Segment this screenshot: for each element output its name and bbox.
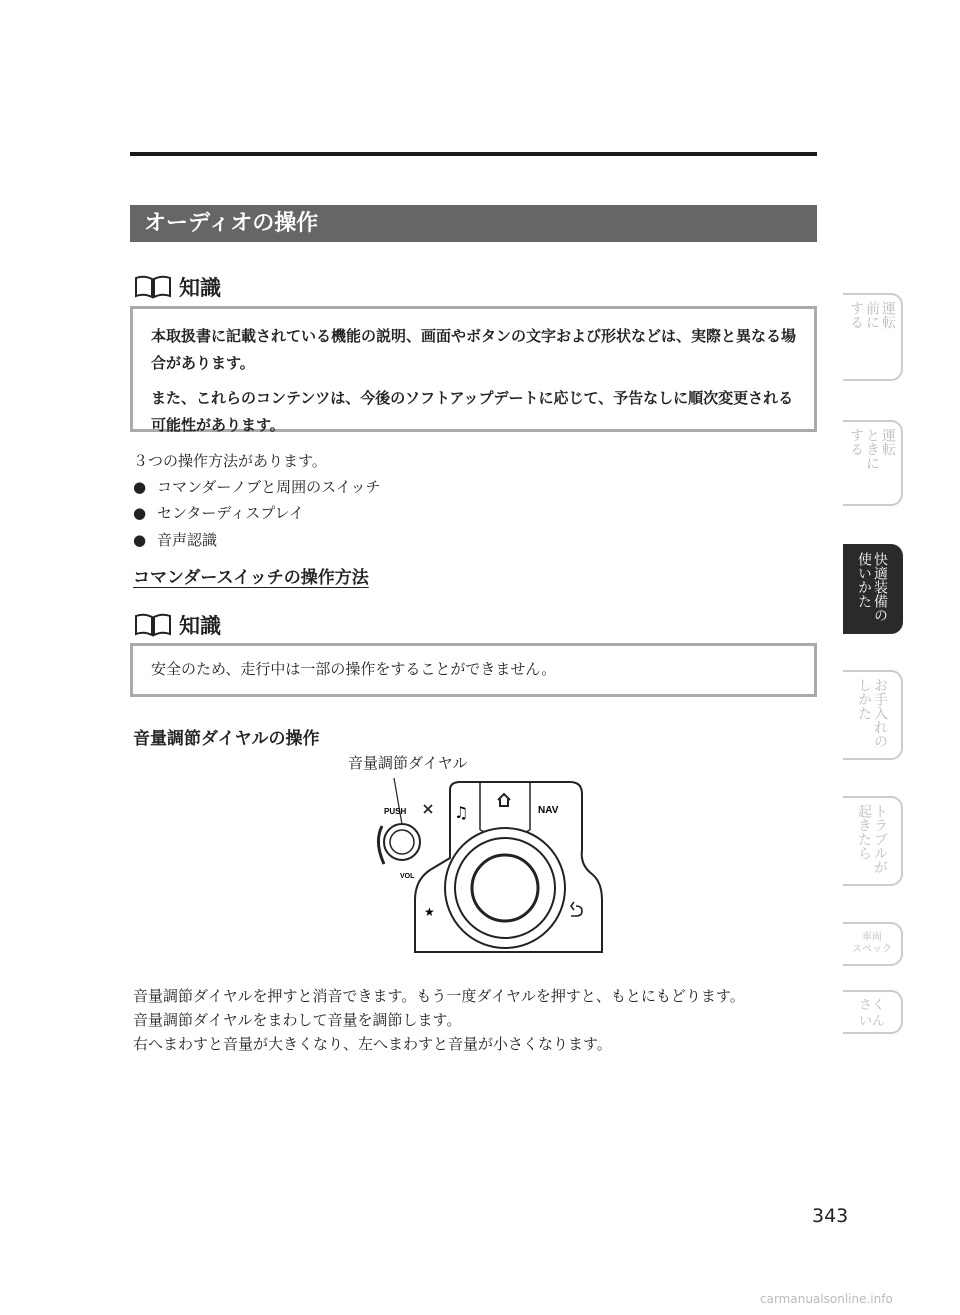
mute-icon — [424, 805, 432, 813]
description-line: 音量調節ダイヤルをまわして音量を調節します。 — [133, 1011, 462, 1029]
footer-watermark: carmanualsonline.info — [760, 1292, 893, 1306]
tab-index[interactable]: さく いん — [843, 990, 903, 1034]
knowledge-heading-1 — [133, 272, 221, 302]
top-rule — [130, 152, 817, 156]
description-line: 音量調節ダイヤルを押すと消音できます。もう一度ダイヤルを押すと、もとにもどります。 — [133, 987, 745, 1005]
callout-label: 音量調節ダイヤル — [348, 754, 468, 772]
tab-maintenance[interactable]: お手入れの しかた — [843, 670, 903, 760]
tab-while-driving[interactable]: 運転 ときに する — [843, 420, 903, 506]
note-paragraph: 安全のため、走行中は一部の操作をすることができません。 — [151, 660, 557, 678]
commander-heading: コマンダースイッチの操作方法 — [133, 568, 369, 588]
section-title: オーディオの操作 — [130, 205, 817, 242]
favorite-icon: ★ — [424, 905, 435, 919]
vol-label: VOL — [400, 873, 415, 880]
knowledge-heading-2 — [133, 610, 221, 640]
note-paragraph: 本取扱書に記載されている機能の説明、画面やボタンの文字および形状などは、実際と異なる場合があります。 — [151, 327, 797, 372]
knowledge-note-2 — [130, 643, 817, 697]
push-label: PUSH — [384, 807, 407, 816]
intro-text: ３つの操作方法があります。 — [133, 452, 327, 470]
volume-description — [133, 984, 745, 1056]
book-icon — [133, 612, 173, 638]
volume-heading: 音量調節ダイヤルの操作 — [133, 729, 320, 749]
description-line: 右へまわすと音量が大きくなり、左へまわすと音量が小さくなります。 — [133, 1035, 612, 1053]
tab-comfort-equipment[interactable]: 快適装備の 使いかた — [843, 544, 903, 634]
commander-diagram — [370, 770, 610, 960]
knowledge-note-1 — [130, 306, 817, 432]
knowledge-label: 知識 — [179, 614, 221, 638]
knowledge-label: 知識 — [179, 276, 221, 300]
list-item: ● 音声認識 — [133, 531, 218, 549]
tab-troubleshooting[interactable]: トラブルが 起きたら — [843, 796, 903, 886]
book-icon — [133, 274, 173, 300]
tab-specifications[interactable]: 車両 スペック — [843, 922, 903, 966]
nav-label: NAV — [538, 805, 559, 816]
page-number: 343 — [812, 1205, 849, 1227]
music-icon: ♫ — [454, 803, 469, 822]
tab-before-driving[interactable]: 運転 前に する — [843, 293, 903, 381]
list-item: ● コマンダーノブと周囲のスイッチ — [133, 478, 381, 496]
note-paragraph: また、これらのコンテンツは、今後のソフトアップデートに応じて、予告なしに順次変更される可能性があります。 — [151, 389, 794, 434]
list-item: ● センターディスプレイ — [133, 504, 304, 522]
